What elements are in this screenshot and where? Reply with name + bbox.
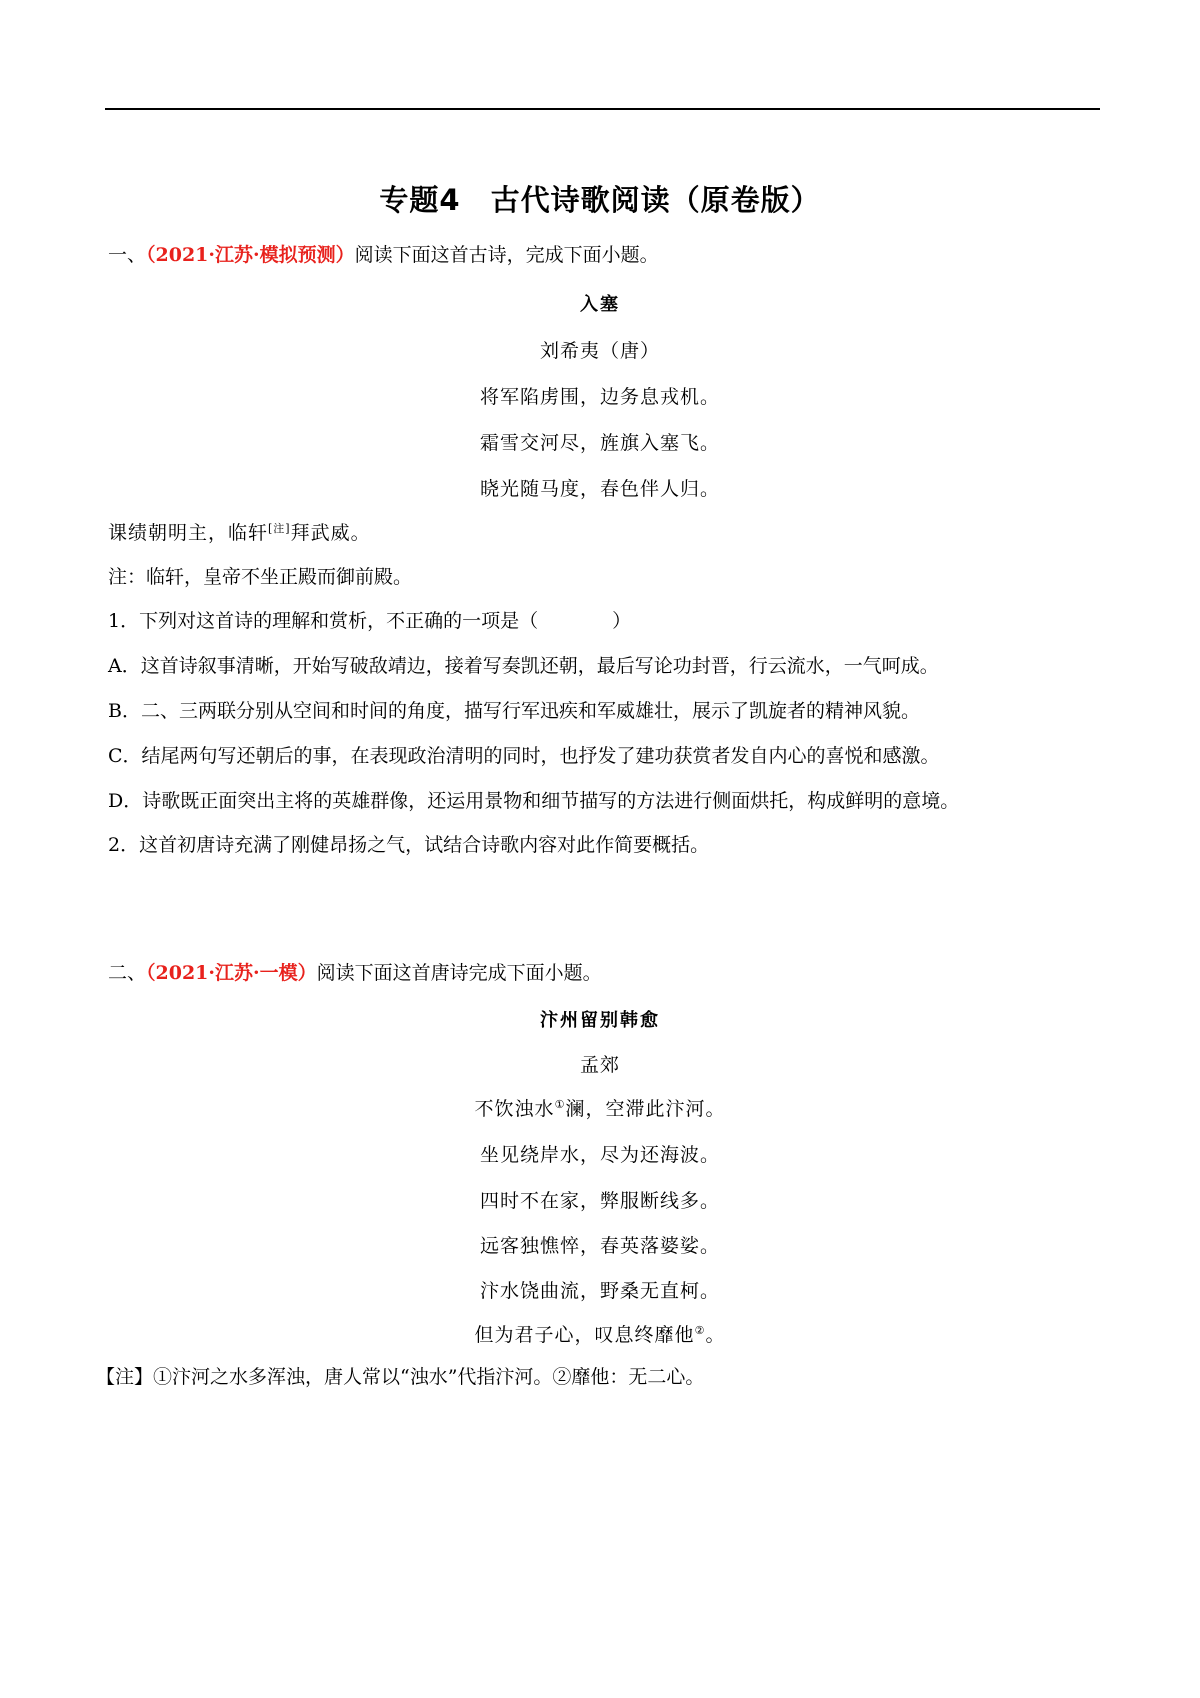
option-c: C．结尾两句写还朝后的事，在表现政治清明的同时，也抒发了建功获赏者发自内心的喜悦和感激。: [108, 745, 940, 767]
q1-note: 注：临轩，皇帝不坐正殿而御前殿。: [108, 566, 413, 588]
q1-question-1-close: ）: [612, 610, 632, 632]
q2-heading: [108, 958, 602, 985]
q1-line4-text: 课绩朝明主，临轩: [108, 522, 269, 544]
q2-line1-text: 不饮浊水: [474, 1098, 555, 1120]
header-rule: [105, 108, 1100, 110]
q1-question-1: [108, 606, 631, 633]
q2-line6-text: 。: [705, 1324, 726, 1346]
option-d: D．诗歌既正面突出主将的英雄群像，还运用景物和细节描写的方法进行侧面烘托，构成鲜明的意境。: [108, 790, 960, 812]
option-a: A．这首诗叙事清晰，开始写破敌靖边，接着写奏凯还朝，最后写论功封晋，行云流水，一气呵成。: [108, 655, 939, 677]
q2-footnote-marker-2: ②: [694, 1324, 706, 1337]
q1-question-1-text: 1．下列对这首诗的理解和赏析，不正确的一项是（: [108, 610, 539, 632]
q1-poem-line: 将军陷虏围，边务息戎机。: [479, 386, 720, 408]
q1-poem-line: 霜雪交河尽，旌旗入塞飞。: [479, 432, 720, 454]
q1-number: 一、: [108, 244, 147, 266]
q2-note: 【注】①汴河之水多浑浊，唐人常以“浊水”代指汴河。②靡他：无二心。: [96, 1366, 705, 1388]
q1-poem-line-4: [108, 518, 371, 545]
option-b: B．二、三两联分别从空间和时间的角度，描写行军迅疾和军威雄壮，展示了凯旋者的精神风貌。: [108, 700, 920, 722]
q2-instruction: 阅读下面这首唐诗完成下面小题。: [316, 962, 602, 984]
q1-instruction: 阅读下面这首古诗，完成下面小题。: [354, 244, 659, 266]
q1-footnote-marker: [注]: [268, 522, 291, 535]
q2-poem-line: 远客独憔悴，春英落婆娑。: [479, 1235, 720, 1257]
q1-source: （2021·江苏·模拟预测）: [146, 244, 355, 266]
q1-poem-title: 入塞: [580, 294, 620, 315]
q2-footnote-marker-1: ①: [554, 1098, 566, 1111]
q1-poem-author: 刘希夷（唐）: [539, 340, 660, 362]
q1-poem-line: 晓光随马度，春色伴人归。: [479, 478, 720, 500]
q2-line1-text: 澜，空滞此汴河。: [565, 1098, 726, 1120]
q2-poem-line: 汴水饶曲流，野桑无直柯。: [479, 1280, 720, 1302]
q2-line6-text: 但为君子心，叹息终靡他: [474, 1324, 695, 1346]
q1-line4-text: 拜武威。: [290, 522, 371, 544]
q2-poem-author: 孟郊: [579, 1054, 620, 1076]
q2-poem-line: 坐见绕岸水，尽为还海波。: [479, 1144, 720, 1166]
q2-poem-line: [0, 1320, 1200, 1347]
q2-poem-line: [0, 1094, 1200, 1121]
q1-question-2: 2．这首初唐诗充满了刚健昂扬之气，试结合诗歌内容对此作简要概括。: [108, 834, 710, 856]
q1-heading: [108, 240, 659, 267]
page-title: 专题4 古代诗歌阅读（原卷版）: [379, 183, 821, 217]
q2-source: （2021·江苏·一模）: [146, 962, 317, 984]
q2-poem-title: 汴州留别韩愈: [540, 1010, 660, 1031]
q2-poem-line: 四时不在家，弊服断线多。: [479, 1190, 720, 1212]
q2-number: 二、: [108, 962, 147, 984]
